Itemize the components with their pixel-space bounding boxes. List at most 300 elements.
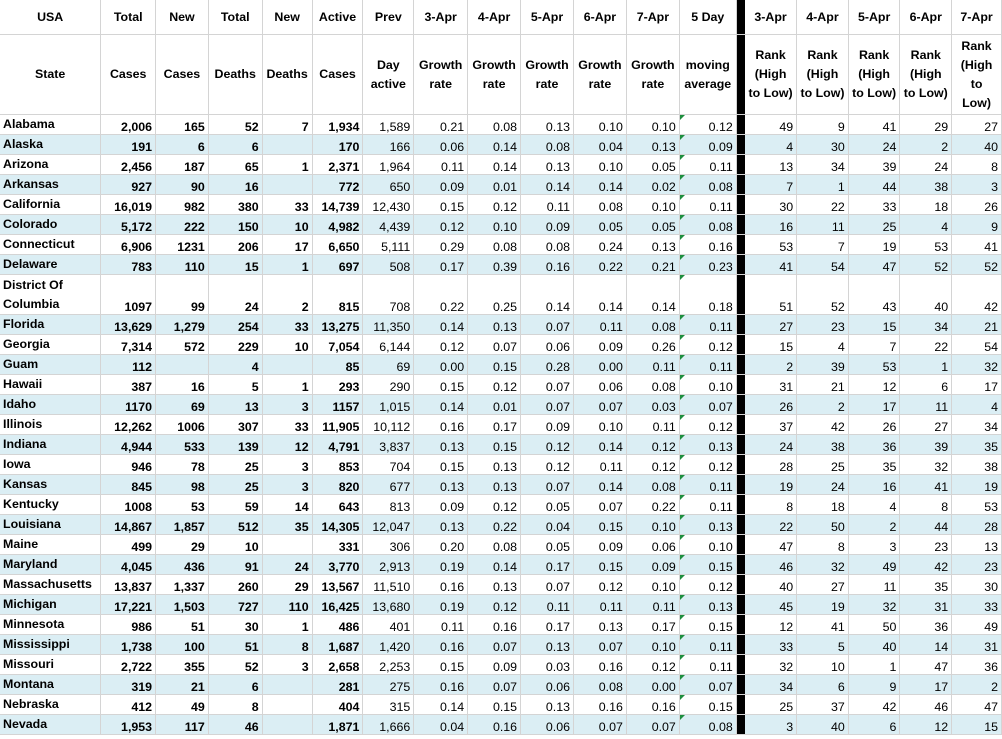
cell-growth-4apr[interactable]: 0.14 [468,135,521,155]
cell-active-cases[interactable]: 281 [312,675,363,695]
cell-growth-7apr[interactable]: 0.17 [626,615,679,635]
cell-growth-4apr[interactable]: 0.12 [468,375,521,395]
cell-moving-average[interactable]: 0.12 [679,455,736,475]
header-rank-7apr[interactable]: 7-Apr [952,0,1002,35]
cell-rank-3apr[interactable]: 27 [745,315,797,335]
cell-rank-3apr[interactable]: 46 [745,555,797,575]
cell-rank-3apr[interactable]: 37 [745,415,797,435]
state-name-cell[interactable]: Idaho [0,395,101,415]
cell-rank-5apr[interactable]: 32 [848,595,900,615]
cell-growth-4apr[interactable]: 0.13 [468,475,521,495]
cell-total-cases[interactable]: 387 [101,375,156,395]
cell-rank-6apr[interactable]: 17 [900,675,952,695]
cell-rank-3apr[interactable]: 33 [745,635,797,655]
cell-growth-7apr[interactable]: 0.11 [626,415,679,435]
cell-growth-7apr[interactable]: 0.21 [626,255,679,275]
cell-growth-4apr[interactable]: 0.25 [468,275,521,315]
cell-rank-5apr[interactable]: 25 [848,215,900,235]
cell-growth-6apr[interactable]: 0.00 [573,355,626,375]
header-new-cases[interactable]: New [156,0,209,35]
cell-moving-average[interactable]: 0.15 [679,555,736,575]
cell-growth-4apr[interactable]: 0.16 [468,715,521,735]
cell-rank-3apr[interactable]: 2 [745,355,797,375]
cell-growth-5apr[interactable]: 0.05 [521,535,574,555]
cell-total-cases[interactable]: 14,867 [101,515,156,535]
cell-total-deaths[interactable]: 51 [208,635,262,655]
cell-active-cases[interactable]: 293 [312,375,363,395]
cell-rank-4apr[interactable]: 34 [797,155,849,175]
cell-growth-6apr[interactable]: 0.13 [573,615,626,635]
cell-rank-3apr[interactable]: 25 [745,695,797,715]
cell-growth-6apr[interactable]: 0.14 [573,475,626,495]
cell-rank-4apr[interactable]: 50 [797,515,849,535]
header-total-deaths[interactable]: Total [208,0,262,35]
state-name-cell[interactable]: Arizona [0,155,101,175]
state-name-cell[interactable]: Mississippi [0,635,101,655]
header-total-deaths[interactable]: Deaths [208,35,262,115]
cell-growth-3apr[interactable]: 0.13 [414,435,468,455]
cell-total-deaths[interactable]: 91 [208,555,262,575]
cell-new-deaths[interactable]: 1 [262,615,312,635]
cell-rank-7apr[interactable]: 26 [952,195,1002,215]
cell-new-deaths[interactable]: 33 [262,315,312,335]
state-name-cell[interactable]: Maine [0,535,101,555]
cell-rank-7apr[interactable]: 19 [952,475,1002,495]
header-rank-5apr[interactable]: 5-Apr [848,0,900,35]
cell-total-cases[interactable]: 1170 [101,395,156,415]
cell-rank-7apr[interactable]: 17 [952,375,1002,395]
cell-rank-3apr[interactable]: 4 [745,135,797,155]
cell-total-deaths[interactable]: 206 [208,235,262,255]
cell-total-cases[interactable]: 1008 [101,495,156,515]
cell-active-cases[interactable]: 1,871 [312,715,363,735]
cell-active-cases[interactable]: 1,934 [312,115,363,135]
cell-rank-5apr[interactable]: 36 [848,435,900,455]
cell-moving-average[interactable]: 0.11 [679,195,736,215]
cell-new-cases[interactable]: 1,279 [156,315,209,335]
cell-new-cases[interactable]: 53 [156,495,209,515]
cell-rank-5apr[interactable]: 39 [848,155,900,175]
cell-moving-average[interactable]: 0.12 [679,575,736,595]
cell-growth-3apr[interactable]: 0.12 [414,215,468,235]
cell-growth-7apr[interactable]: 0.08 [626,315,679,335]
cell-new-deaths[interactable]: 2 [262,275,312,315]
cell-growth-5apr[interactable]: 0.07 [521,475,574,495]
cell-new-cases[interactable]: 165 [156,115,209,135]
cell-growth-3apr[interactable]: 0.04 [414,715,468,735]
cell-growth-7apr[interactable]: 0.11 [626,595,679,615]
cell-growth-7apr[interactable]: 0.12 [626,455,679,475]
header-growth-5apr[interactable]: Growth rate [521,35,574,115]
cell-growth-5apr[interactable]: 0.12 [521,455,574,475]
cell-new-cases[interactable]: 572 [156,335,209,355]
cell-rank-4apr[interactable]: 19 [797,595,849,615]
cell-new-cases[interactable]: 100 [156,635,209,655]
cell-moving-average[interactable]: 0.11 [679,635,736,655]
cell-rank-6apr[interactable]: 14 [900,635,952,655]
cell-rank-5apr[interactable]: 4 [848,495,900,515]
cell-new-deaths[interactable]: 110 [262,595,312,615]
cell-growth-5apr[interactable]: 0.03 [521,655,574,675]
header-rank-4apr[interactable]: 4-Apr [797,0,849,35]
cell-active-cases[interactable]: 643 [312,495,363,515]
cell-total-cases[interactable]: 1,738 [101,635,156,655]
cell-moving-average[interactable]: 0.10 [679,535,736,555]
state-name-cell[interactable]: Nebraska [0,695,101,715]
cell-rank-4apr[interactable]: 8 [797,535,849,555]
cell-growth-3apr[interactable]: 0.12 [414,335,468,355]
cell-rank-6apr[interactable]: 2 [900,135,952,155]
cell-growth-7apr[interactable]: 0.22 [626,495,679,515]
cell-growth-6apr[interactable]: 0.24 [573,235,626,255]
cell-growth-6apr[interactable]: 0.11 [573,315,626,335]
cell-growth-6apr[interactable]: 0.10 [573,115,626,135]
cell-growth-5apr[interactable]: 0.17 [521,615,574,635]
cell-rank-6apr[interactable]: 18 [900,195,952,215]
header-rank-5apr[interactable]: Rank (High to Low) [848,35,900,115]
cell-moving-average[interactable]: 0.08 [679,175,736,195]
cell-rank-4apr[interactable]: 40 [797,715,849,735]
cell-rank-5apr[interactable]: 42 [848,695,900,715]
cell-rank-4apr[interactable]: 11 [797,215,849,235]
cell-growth-7apr[interactable]: 0.10 [626,635,679,655]
cell-rank-6apr[interactable]: 46 [900,695,952,715]
cell-rank-3apr[interactable]: 40 [745,575,797,595]
cell-prev-day-active[interactable]: 12,047 [363,515,414,535]
cell-new-deaths[interactable]: 3 [262,455,312,475]
cell-growth-5apr[interactable]: 0.09 [521,415,574,435]
header-new-cases[interactable]: Cases [156,35,209,115]
cell-active-cases[interactable]: 11,905 [312,415,363,435]
cell-growth-4apr[interactable]: 0.01 [468,395,521,415]
cell-prev-day-active[interactable]: 1,666 [363,715,414,735]
header-growth-7apr[interactable]: 7-Apr [626,0,679,35]
cell-rank-3apr[interactable]: 53 [745,235,797,255]
cell-active-cases[interactable]: 1157 [312,395,363,415]
cell-rank-4apr[interactable]: 5 [797,635,849,655]
cell-total-cases[interactable]: 1,953 [101,715,156,735]
cell-moving-average[interactable]: 0.13 [679,435,736,455]
cell-total-cases[interactable]: 4,944 [101,435,156,455]
cell-rank-6apr[interactable]: 44 [900,515,952,535]
cell-moving-average[interactable]: 0.11 [679,495,736,515]
cell-rank-5apr[interactable]: 12 [848,375,900,395]
header-rank-4apr[interactable]: Rank (High to Low) [797,35,849,115]
cell-total-deaths[interactable]: 15 [208,255,262,275]
cell-total-deaths[interactable]: 229 [208,335,262,355]
cell-growth-5apr[interactable]: 0.06 [521,675,574,695]
state-name-cell[interactable]: Iowa [0,455,101,475]
cell-rank-3apr[interactable]: 28 [745,455,797,475]
cell-growth-6apr[interactable]: 0.14 [573,275,626,315]
cell-growth-5apr[interactable]: 0.17 [521,555,574,575]
header-new-deaths[interactable]: New [262,0,312,35]
cell-rank-6apr[interactable]: 34 [900,315,952,335]
cell-rank-7apr[interactable]: 21 [952,315,1002,335]
cell-rank-4apr[interactable]: 9 [797,115,849,135]
cell-prev-day-active[interactable]: 69 [363,355,414,375]
cell-moving-average[interactable]: 0.07 [679,395,736,415]
cell-rank-5apr[interactable]: 3 [848,535,900,555]
cell-active-cases[interactable]: 853 [312,455,363,475]
cell-growth-6apr[interactable]: 0.07 [573,635,626,655]
cell-new-deaths[interactable]: 1 [262,375,312,395]
cell-rank-4apr[interactable]: 7 [797,235,849,255]
cell-moving-average[interactable]: 0.15 [679,615,736,635]
cell-rank-6apr[interactable]: 23 [900,535,952,555]
cell-rank-3apr[interactable]: 13 [745,155,797,175]
cell-prev-day-active[interactable]: 708 [363,275,414,315]
cell-moving-average[interactable]: 0.12 [679,335,736,355]
header-rank-7apr[interactable]: Rank (High to Low) [952,35,1002,115]
cell-rank-5apr[interactable]: 41 [848,115,900,135]
cell-prev-day-active[interactable]: 13,680 [363,595,414,615]
cell-moving-average[interactable]: 0.11 [679,155,736,175]
cell-rank-4apr[interactable]: 30 [797,135,849,155]
cell-prev-day-active[interactable]: 2,253 [363,655,414,675]
cell-new-cases[interactable]: 187 [156,155,209,175]
cell-total-deaths[interactable]: 65 [208,155,262,175]
cell-new-cases[interactable]: 29 [156,535,209,555]
cell-rank-5apr[interactable]: 16 [848,475,900,495]
cell-new-cases[interactable] [156,355,209,375]
cell-total-deaths[interactable]: 5 [208,375,262,395]
cell-growth-4apr[interactable]: 0.09 [468,655,521,675]
cell-growth-4apr[interactable]: 0.08 [468,115,521,135]
cell-new-cases[interactable]: 98 [156,475,209,495]
cell-growth-6apr[interactable]: 0.05 [573,215,626,235]
header-growth-7apr[interactable]: Growth rate [626,35,679,115]
cell-rank-5apr[interactable]: 44 [848,175,900,195]
cell-total-deaths[interactable]: 150 [208,215,262,235]
state-name-cell[interactable]: Connecticut [0,235,101,255]
cell-new-deaths[interactable] [262,175,312,195]
cell-prev-day-active[interactable]: 1,964 [363,155,414,175]
cell-new-cases[interactable]: 1231 [156,235,209,255]
cell-growth-6apr[interactable]: 0.04 [573,135,626,155]
cell-growth-5apr[interactable]: 0.13 [521,635,574,655]
cell-prev-day-active[interactable]: 11,350 [363,315,414,335]
cell-new-cases[interactable]: 117 [156,715,209,735]
cell-total-deaths[interactable]: 59 [208,495,262,515]
cell-growth-3apr[interactable]: 0.15 [414,195,468,215]
cell-active-cases[interactable]: 13,275 [312,315,363,335]
cell-rank-7apr[interactable]: 13 [952,535,1002,555]
cell-rank-4apr[interactable]: 23 [797,315,849,335]
cell-rank-5apr[interactable]: 15 [848,315,900,335]
cell-growth-5apr[interactable]: 0.28 [521,355,574,375]
cell-growth-7apr[interactable]: 0.03 [626,395,679,415]
cell-growth-6apr[interactable]: 0.14 [573,435,626,455]
cell-moving-average[interactable]: 0.12 [679,115,736,135]
cell-growth-5apr[interactable]: 0.07 [521,575,574,595]
cell-new-deaths[interactable]: 24 [262,555,312,575]
cell-rank-7apr[interactable]: 30 [952,575,1002,595]
cell-total-cases[interactable]: 2,456 [101,155,156,175]
cell-growth-4apr[interactable]: 0.15 [468,695,521,715]
cell-rank-6apr[interactable]: 8 [900,495,952,515]
state-name-cell[interactable]: Alabama [0,115,101,135]
cell-new-deaths[interactable]: 3 [262,655,312,675]
cell-rank-6apr[interactable]: 6 [900,375,952,395]
cell-rank-6apr[interactable]: 29 [900,115,952,135]
cell-new-cases[interactable]: 78 [156,455,209,475]
header-growth-6apr[interactable]: Growth rate [573,35,626,115]
cell-growth-6apr[interactable]: 0.09 [573,335,626,355]
cell-growth-7apr[interactable]: 0.07 [626,715,679,735]
cell-moving-average[interactable]: 0.23 [679,255,736,275]
cell-growth-3apr[interactable]: 0.11 [414,155,468,175]
cell-total-deaths[interactable]: 46 [208,715,262,735]
cell-growth-5apr[interactable]: 0.09 [521,215,574,235]
cell-rank-7apr[interactable]: 3 [952,175,1002,195]
cell-rank-4apr[interactable]: 2 [797,395,849,415]
cell-rank-4apr[interactable]: 39 [797,355,849,375]
cell-growth-5apr[interactable]: 0.12 [521,435,574,455]
cell-prev-day-active[interactable]: 315 [363,695,414,715]
cell-growth-7apr[interactable]: 0.08 [626,475,679,495]
cell-new-deaths[interactable]: 7 [262,115,312,135]
cell-prev-day-active[interactable]: 704 [363,455,414,475]
cell-active-cases[interactable]: 3,770 [312,555,363,575]
cell-rank-4apr[interactable]: 37 [797,695,849,715]
cell-rank-6apr[interactable]: 47 [900,655,952,675]
header-growth-5apr[interactable]: 5-Apr [521,0,574,35]
cell-prev-day-active[interactable]: 6,144 [363,335,414,355]
cell-growth-4apr[interactable]: 0.22 [468,515,521,535]
cell-rank-4apr[interactable]: 27 [797,575,849,595]
cell-new-deaths[interactable]: 12 [262,435,312,455]
cell-new-cases[interactable]: 110 [156,255,209,275]
state-name-cell[interactable]: Guam [0,355,101,375]
cell-growth-3apr[interactable]: 0.20 [414,535,468,555]
cell-growth-3apr[interactable]: 0.16 [414,415,468,435]
cell-new-cases[interactable]: 21 [156,675,209,695]
cell-growth-4apr[interactable]: 0.07 [468,675,521,695]
cell-total-deaths[interactable]: 13 [208,395,262,415]
cell-new-deaths[interactable]: 10 [262,335,312,355]
cell-rank-4apr[interactable]: 24 [797,475,849,495]
cell-growth-4apr[interactable]: 0.07 [468,335,521,355]
cell-growth-3apr[interactable]: 0.16 [414,575,468,595]
cell-rank-7apr[interactable]: 42 [952,275,1002,315]
cell-total-cases[interactable]: 16,019 [101,195,156,215]
cell-rank-4apr[interactable]: 10 [797,655,849,675]
cell-moving-average[interactable]: 0.11 [679,655,736,675]
cell-rank-5apr[interactable]: 53 [848,355,900,375]
cell-rank-3apr[interactable]: 49 [745,115,797,135]
cell-growth-5apr[interactable]: 0.07 [521,395,574,415]
cell-growth-3apr[interactable]: 0.09 [414,495,468,515]
cell-growth-4apr[interactable]: 0.12 [468,595,521,615]
cell-prev-day-active[interactable]: 677 [363,475,414,495]
state-name-cell[interactable]: Kansas [0,475,101,495]
cell-rank-5apr[interactable]: 26 [848,415,900,435]
cell-active-cases[interactable]: 331 [312,535,363,555]
cell-rank-5apr[interactable]: 17 [848,395,900,415]
cell-growth-5apr[interactable]: 0.13 [521,155,574,175]
cell-total-deaths[interactable]: 139 [208,435,262,455]
header-total-cases[interactable]: Total [101,0,156,35]
cell-growth-7apr[interactable]: 0.10 [626,515,679,535]
header-active-cases[interactable]: Cases [312,35,363,115]
cell-total-cases[interactable]: 6,906 [101,235,156,255]
cell-growth-4apr[interactable]: 0.12 [468,195,521,215]
state-name-cell[interactable]: Florida [0,315,101,335]
cell-growth-7apr[interactable]: 0.02 [626,175,679,195]
cell-rank-3apr[interactable]: 41 [745,255,797,275]
cell-growth-5apr[interactable]: 0.14 [521,175,574,195]
state-name-cell[interactable]: Missouri [0,655,101,675]
cell-rank-5apr[interactable]: 50 [848,615,900,635]
cell-rank-6apr[interactable]: 11 [900,395,952,415]
cell-growth-4apr[interactable]: 0.08 [468,535,521,555]
cell-rank-3apr[interactable]: 3 [745,715,797,735]
cell-rank-5apr[interactable]: 2 [848,515,900,535]
cell-active-cases[interactable]: 4,982 [312,215,363,235]
cell-growth-3apr[interactable]: 0.14 [414,315,468,335]
cell-growth-7apr[interactable]: 0.26 [626,335,679,355]
cell-total-deaths[interactable]: 307 [208,415,262,435]
cell-growth-3apr[interactable]: 0.15 [414,455,468,475]
cell-active-cases[interactable]: 404 [312,695,363,715]
cell-active-cases[interactable]: 4,791 [312,435,363,455]
cell-rank-6apr[interactable]: 41 [900,475,952,495]
cell-total-cases[interactable]: 783 [101,255,156,275]
header-prev-day-active[interactable]: Prev [363,0,414,35]
cell-growth-6apr[interactable]: 0.06 [573,375,626,395]
cell-rank-3apr[interactable]: 8 [745,495,797,515]
cell-rank-5apr[interactable]: 7 [848,335,900,355]
cell-moving-average[interactable]: 0.13 [679,595,736,615]
cell-moving-average[interactable]: 0.18 [679,275,736,315]
cell-growth-4apr[interactable]: 0.15 [468,435,521,455]
cell-rank-7apr[interactable]: 23 [952,555,1002,575]
cell-growth-5apr[interactable]: 0.14 [521,275,574,315]
cell-total-cases[interactable]: 499 [101,535,156,555]
cell-rank-7apr[interactable]: 41 [952,235,1002,255]
cell-rank-6apr[interactable]: 39 [900,435,952,455]
cell-growth-6apr[interactable]: 0.16 [573,695,626,715]
cell-rank-5apr[interactable]: 24 [848,135,900,155]
cell-total-cases[interactable]: 112 [101,355,156,375]
cell-prev-day-active[interactable]: 1,420 [363,635,414,655]
cell-growth-3apr[interactable]: 0.29 [414,235,468,255]
cell-total-deaths[interactable]: 6 [208,675,262,695]
cell-active-cases[interactable]: 1,687 [312,635,363,655]
cell-total-cases[interactable]: 13,629 [101,315,156,335]
state-name-cell[interactable]: Alaska [0,135,101,155]
cell-active-cases[interactable]: 14,739 [312,195,363,215]
cell-growth-5apr[interactable]: 0.05 [521,495,574,515]
cell-rank-4apr[interactable]: 41 [797,615,849,635]
state-name-cell[interactable]: Maryland [0,555,101,575]
state-name-cell[interactable]: Montana [0,675,101,695]
cell-prev-day-active[interactable]: 401 [363,615,414,635]
cell-total-cases[interactable]: 319 [101,675,156,695]
cell-rank-7apr[interactable]: 49 [952,615,1002,635]
cell-new-cases[interactable]: 49 [156,695,209,715]
cell-growth-4apr[interactable]: 0.39 [468,255,521,275]
cell-new-cases[interactable]: 1006 [156,415,209,435]
cell-growth-3apr[interactable]: 0.19 [414,595,468,615]
cell-growth-3apr[interactable]: 0.00 [414,355,468,375]
cell-growth-5apr[interactable]: 0.13 [521,115,574,135]
cell-prev-day-active[interactable]: 4,439 [363,215,414,235]
cell-rank-4apr[interactable]: 42 [797,415,849,435]
cell-growth-7apr[interactable]: 0.12 [626,655,679,675]
cell-new-cases[interactable]: 533 [156,435,209,455]
